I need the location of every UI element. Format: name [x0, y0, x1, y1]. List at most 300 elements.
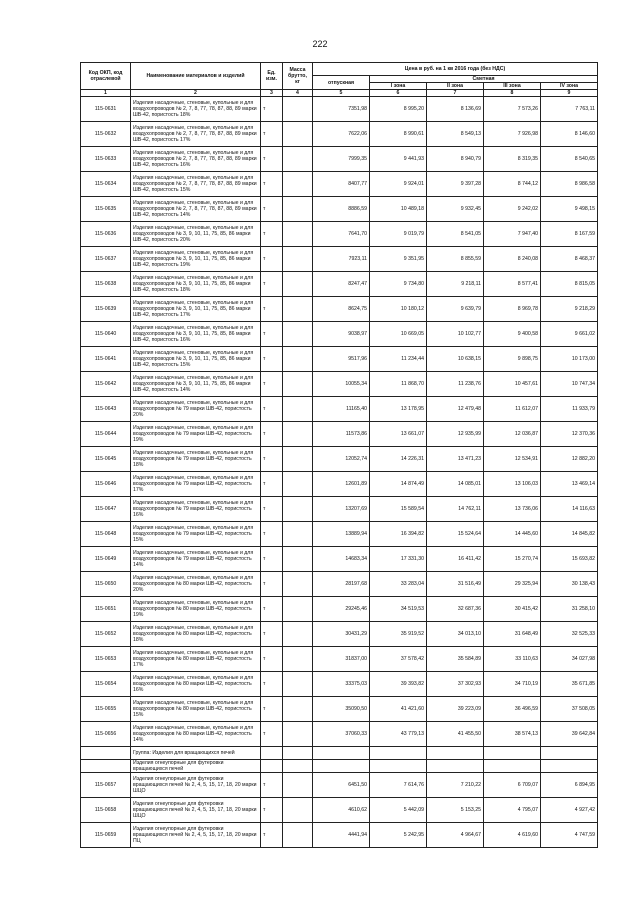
code-cell: 115-0648	[81, 522, 131, 547]
zone-3-price-cell: 31 648,49	[484, 622, 541, 647]
name-cell: Изделия насадочные, стеновые, купольные и для воздухопроводов № 3, 9, 10, 11, 75, 85, 86 марки ШВ-42, пористость 15%	[131, 347, 261, 372]
table-row	[81, 722, 598, 747]
col-number: 2	[131, 90, 261, 97]
unit-cell: т	[261, 122, 283, 147]
zone-4-price-cell: 34 027,98	[541, 647, 598, 672]
code-cell: 115-0636	[81, 222, 131, 247]
zone-3-price-cell: 8 969,78	[484, 297, 541, 322]
zone-1-price-cell: 15 589,54	[370, 497, 427, 522]
name-cell: Изделия насадочные, стеновые, купольные и для воздухопроводов № 3, 9, 10, 11, 75, 85, 86 марки ШВ-42, пористость 18%	[131, 272, 261, 297]
code-cell: 115-0654	[81, 672, 131, 697]
mass-cell	[283, 597, 313, 622]
release-price-cell: 12052,74	[313, 447, 370, 472]
group-row	[81, 747, 598, 760]
unit-cell: т	[261, 722, 283, 747]
col-number: 6	[370, 90, 427, 97]
empty-cell	[283, 747, 313, 760]
zone-1-price-cell: 11 868,70	[370, 372, 427, 397]
header-zone-3: III зона	[484, 83, 541, 90]
header-estimate-price: Сметная	[370, 76, 598, 83]
unit-cell: т	[261, 372, 283, 397]
unit-cell: т	[261, 297, 283, 322]
unit-cell: т	[261, 823, 283, 848]
mass-cell	[283, 297, 313, 322]
table-row	[81, 572, 598, 597]
unit-cell: т	[261, 97, 283, 122]
zone-3-price-cell: 13 106,03	[484, 472, 541, 497]
zone-3-price-cell: 33 110,63	[484, 647, 541, 672]
zone-1-price-cell: 7 614,76	[370, 773, 427, 798]
zone-4-price-cell: 4 927,42	[541, 798, 598, 823]
release-price-cell: 29245,46	[313, 597, 370, 622]
unit-cell: т	[261, 247, 283, 272]
release-price-cell: 35090,50	[313, 697, 370, 722]
zone-2-price-cell: 14 762,11	[427, 497, 484, 522]
code-cell: 115-0650	[81, 572, 131, 597]
name-cell: Изделия огнеупорные для футеровки вращающихся печей № 2, 4, 5, 15, 17, 18, 20 марки ШЦО	[131, 773, 261, 798]
release-price-cell: 8407,77	[313, 172, 370, 197]
zone-4-price-cell: 8 167,59	[541, 222, 598, 247]
zone-3-price-cell: 6 709,07	[484, 773, 541, 798]
unit-cell: т	[261, 597, 283, 622]
zone-2-price-cell: 35 584,89	[427, 647, 484, 672]
release-price-cell: 10055,34	[313, 372, 370, 397]
zone-1-price-cell: 9 441,93	[370, 147, 427, 172]
zone-1-price-cell: 41 421,60	[370, 697, 427, 722]
mass-cell	[283, 572, 313, 597]
zone-2-price-cell: 39 223,09	[427, 697, 484, 722]
zone-2-price-cell: 12 935,99	[427, 422, 484, 447]
zone-3-price-cell: 9 242,02	[484, 197, 541, 222]
unit-cell: т	[261, 522, 283, 547]
zone-4-price-cell: 14 845,82	[541, 522, 598, 547]
mass-cell	[283, 697, 313, 722]
zone-4-price-cell: 8 146,60	[541, 122, 598, 147]
release-price-cell: 4441,94	[313, 823, 370, 848]
zone-3-price-cell: 29 325,94	[484, 572, 541, 597]
unit-cell: т	[261, 172, 283, 197]
release-price-cell: 8886,59	[313, 197, 370, 222]
zone-2-price-cell: 16 411,42	[427, 547, 484, 572]
code-cell: 115-0633	[81, 147, 131, 172]
unit-cell: т	[261, 798, 283, 823]
code-cell: 115-0652	[81, 622, 131, 647]
zone-2-price-cell: 9 932,45	[427, 197, 484, 222]
empty-cell	[261, 747, 283, 760]
release-price-cell: 11165,40	[313, 397, 370, 422]
code-cell: 115-0641	[81, 347, 131, 372]
page-number: 222	[312, 39, 328, 49]
zone-2-price-cell: 9 218,11	[427, 272, 484, 297]
zone-3-price-cell: 34 710,19	[484, 672, 541, 697]
release-price-cell: 8247,47	[313, 272, 370, 297]
code-cell: 115-0651	[81, 597, 131, 622]
name-cell: Изделия насадочные, стеновые, купольные и для воздухопроводов № 2, 7, 8, 77, 78, 87, 88, 89 марки ШВ-42, пористость 18%	[131, 97, 261, 122]
zone-4-price-cell: 11 933,79	[541, 397, 598, 422]
table-row	[81, 472, 598, 497]
zone-3-price-cell: 7 947,40	[484, 222, 541, 247]
table-row	[81, 372, 598, 397]
table-row	[81, 823, 598, 848]
mass-cell	[283, 622, 313, 647]
zone-2-price-cell: 14 085,01	[427, 472, 484, 497]
zone-1-price-cell: 14 874,49	[370, 472, 427, 497]
zone-3-price-cell: 15 270,74	[484, 547, 541, 572]
unit-cell: т	[261, 322, 283, 347]
zone-4-price-cell: 12 882,20	[541, 447, 598, 472]
col-number: 7	[427, 90, 484, 97]
release-price-cell: 4610,62	[313, 798, 370, 823]
name-cell: Изделия насадочные, стеновые, купольные и для воздухопроводов № 79 марки ШВ-42, пористость 17%	[131, 472, 261, 497]
empty-cell	[313, 760, 370, 773]
mass-cell	[283, 97, 313, 122]
zone-1-price-cell: 10 489,18	[370, 197, 427, 222]
zone-1-price-cell: 39 393,82	[370, 672, 427, 697]
release-price-cell: 7351,98	[313, 97, 370, 122]
zone-4-price-cell: 8 986,58	[541, 172, 598, 197]
table-row	[81, 247, 598, 272]
mass-cell	[283, 422, 313, 447]
code-cell: 115-0657	[81, 773, 131, 798]
zone-3-price-cell: 30 415,42	[484, 597, 541, 622]
zone-3-price-cell: 9 898,75	[484, 347, 541, 372]
col-number: 9	[541, 90, 598, 97]
code-cell: 115-0645	[81, 447, 131, 472]
zone-1-price-cell: 13 178,95	[370, 397, 427, 422]
zone-4-price-cell: 15 693,82	[541, 547, 598, 572]
code-cell: 115-0640	[81, 322, 131, 347]
zone-1-price-cell: 35 919,52	[370, 622, 427, 647]
table-row	[81, 397, 598, 422]
unit-cell: т	[261, 547, 283, 572]
release-price-cell: 28197,68	[313, 572, 370, 597]
zone-1-price-cell: 43 779,13	[370, 722, 427, 747]
zone-3-price-cell: 4 619,60	[484, 823, 541, 848]
unit-cell: т	[261, 222, 283, 247]
col-number: 5	[313, 90, 370, 97]
release-price-cell: 30431,29	[313, 622, 370, 647]
header-mass: Масса брутто, кг	[283, 63, 313, 90]
table-row	[81, 597, 598, 622]
zone-1-price-cell: 8 995,20	[370, 97, 427, 122]
release-price-cell: 9038,97	[313, 322, 370, 347]
table-body	[81, 97, 598, 848]
mass-cell	[283, 547, 313, 572]
release-price-cell: 11573,86	[313, 422, 370, 447]
unit-cell: т	[261, 497, 283, 522]
group-title: Группа: Изделия для вращающихся печей	[131, 747, 261, 760]
zone-2-price-cell: 15 524,64	[427, 522, 484, 547]
name-cell: Изделия насадочные, стеновые, купольные и для воздухопроводов № 79 марки ШВ-42, пористость 20%	[131, 397, 261, 422]
code-cell: 115-0647	[81, 497, 131, 522]
empty-cell	[427, 747, 484, 760]
zone-3-price-cell: 7 573,26	[484, 97, 541, 122]
price-table	[80, 62, 598, 848]
code-cell: 115-0649	[81, 547, 131, 572]
zone-2-price-cell: 8 541,05	[427, 222, 484, 247]
table-row	[81, 272, 598, 297]
code-cell: 115-0658	[81, 798, 131, 823]
zone-2-price-cell: 9 639,79	[427, 297, 484, 322]
zone-4-price-cell: 12 370,36	[541, 422, 598, 447]
mass-cell	[283, 122, 313, 147]
name-cell: Изделия насадочные, стеновые, купольные и для воздухопроводов № 79 марки ШВ-42, пористость 18%	[131, 447, 261, 472]
zone-2-price-cell: 8 549,13	[427, 122, 484, 147]
name-cell: Изделия огнеупорные для футеровки вращающихся печей № 2, 4, 5, 15, 17, 18, 20 марки ШЦО	[131, 798, 261, 823]
zone-4-price-cell: 7 763,11	[541, 97, 598, 122]
zone-3-price-cell: 10 457,61	[484, 372, 541, 397]
zone-3-price-cell: 8 577,41	[484, 272, 541, 297]
empty-cell	[283, 760, 313, 773]
table-row	[81, 547, 598, 572]
zone-3-price-cell: 4 795,07	[484, 798, 541, 823]
mass-cell	[283, 372, 313, 397]
zone-1-price-cell: 34 519,53	[370, 597, 427, 622]
code-cell: 115-0653	[81, 647, 131, 672]
zone-2-price-cell: 8 855,59	[427, 247, 484, 272]
zone-2-price-cell: 8 940,79	[427, 147, 484, 172]
zone-2-price-cell: 32 687,36	[427, 597, 484, 622]
release-price-cell: 12601,89	[313, 472, 370, 497]
code-cell: 115-0638	[81, 272, 131, 297]
name-cell: Изделия насадочные, стеновые, купольные и для воздухопроводов № 3, 9, 10, 11, 75, 85, 86 марки ШВ-42, пористость 16%	[131, 322, 261, 347]
code-cell: 115-0642	[81, 372, 131, 397]
table-row	[81, 447, 598, 472]
mass-cell	[283, 147, 313, 172]
empty-cell	[427, 760, 484, 773]
header-zone-4: IV зона	[541, 83, 598, 90]
mass-cell	[283, 247, 313, 272]
zone-2-price-cell: 4 964,67	[427, 823, 484, 848]
name-cell: Изделия насадочные, стеновые, купольные и для воздухопроводов № 2, 7, 8, 77, 78, 87, 88, 89 марки ШВ-42, пористость 17%	[131, 122, 261, 147]
release-price-cell: 7999,35	[313, 147, 370, 172]
table-row	[81, 622, 598, 647]
zone-1-price-cell: 9 924,01	[370, 172, 427, 197]
table-row	[81, 297, 598, 322]
zone-4-price-cell: 30 138,43	[541, 572, 598, 597]
zone-3-price-cell: 8 744,12	[484, 172, 541, 197]
empty-cell	[484, 760, 541, 773]
release-price-cell: 13207,69	[313, 497, 370, 522]
zone-3-price-cell: 9 400,58	[484, 322, 541, 347]
mass-cell	[283, 773, 313, 798]
zone-1-price-cell: 11 234,44	[370, 347, 427, 372]
col-number: 4	[283, 90, 313, 97]
table-row	[81, 222, 598, 247]
release-price-cell: 9517,96	[313, 347, 370, 372]
zone-4-price-cell: 8 468,37	[541, 247, 598, 272]
release-price-cell: 31837,00	[313, 647, 370, 672]
name-cell: Изделия насадочные, стеновые, купольные и для воздухопроводов № 79 марки ШВ-42, пористость 19%	[131, 422, 261, 447]
name-cell: Изделия огнеупорные для футеровки вращающихся печей № 2, 4, 5, 15, 17, 18, 20 марки ПЦ	[131, 823, 261, 848]
mass-cell	[283, 322, 313, 347]
code-cell: 115-0637	[81, 247, 131, 272]
code-cell	[81, 747, 131, 760]
table-row	[81, 798, 598, 823]
header-zone-2: II зона	[427, 83, 484, 90]
table-row	[81, 697, 598, 722]
zone-4-price-cell: 14 116,63	[541, 497, 598, 522]
code-cell: 115-0634	[81, 172, 131, 197]
zone-2-price-cell: 34 013,10	[427, 622, 484, 647]
release-price-cell: 6451,50	[313, 773, 370, 798]
unit-cell: т	[261, 672, 283, 697]
table-row	[81, 172, 598, 197]
unit-cell: т	[261, 572, 283, 597]
zone-4-price-cell: 10 173,00	[541, 347, 598, 372]
zone-3-price-cell: 38 574,13	[484, 722, 541, 747]
zone-2-price-cell: 7 210,22	[427, 773, 484, 798]
name-cell: Изделия насадочные, стеновые, купольные и для воздухопроводов № 80 марки ШВ-42, пористость 14%	[131, 722, 261, 747]
empty-cell	[484, 747, 541, 760]
header-price-title: Цена в руб. на 1 кв 2016 года (без НДС)	[313, 63, 598, 76]
release-price-cell: 14683,34	[313, 547, 370, 572]
table-row	[81, 497, 598, 522]
empty-cell	[261, 760, 283, 773]
mass-cell	[283, 823, 313, 848]
zone-1-price-cell: 14 226,31	[370, 447, 427, 472]
zone-4-price-cell: 6 894,95	[541, 773, 598, 798]
mass-cell	[283, 647, 313, 672]
zone-1-price-cell: 10 669,05	[370, 322, 427, 347]
release-price-cell: 7622,06	[313, 122, 370, 147]
mass-cell	[283, 722, 313, 747]
zone-4-price-cell: 4 747,59	[541, 823, 598, 848]
mass-cell	[283, 497, 313, 522]
zone-1-price-cell: 8 990,61	[370, 122, 427, 147]
code-cell: 115-0655	[81, 697, 131, 722]
table-row	[81, 147, 598, 172]
zone-3-price-cell: 36 496,59	[484, 697, 541, 722]
name-cell: Изделия насадочные, стеновые, купольные и для воздухопроводов № 79 марки ШВ-42, пористость 15%	[131, 522, 261, 547]
code-cell: 115-0639	[81, 297, 131, 322]
zone-2-price-cell: 11 238,76	[427, 372, 484, 397]
table-row	[81, 197, 598, 222]
zone-2-price-cell: 31 516,49	[427, 572, 484, 597]
unit-cell: т	[261, 472, 283, 497]
table-row	[81, 422, 598, 447]
zone-4-price-cell: 32 525,33	[541, 622, 598, 647]
unit-cell: т	[261, 197, 283, 222]
zone-1-price-cell: 9 019,79	[370, 222, 427, 247]
name-cell: Изделия насадочные, стеновые, купольные и для воздухопроводов № 3, 9, 10, 11, 75, 85, 86 марки ШВ-42, пористость 17%	[131, 297, 261, 322]
code-cell: 115-0644	[81, 422, 131, 447]
zone-3-price-cell: 8 319,35	[484, 147, 541, 172]
zone-4-price-cell: 9 661,02	[541, 322, 598, 347]
release-price-cell: 8624,75	[313, 297, 370, 322]
header-name: Наименование материалов и изделий	[131, 63, 261, 90]
name-cell: Изделия насадочные, стеновые, купольные и для воздухопроводов № 80 марки ШВ-42, пористость 18%	[131, 622, 261, 647]
code-cell: 115-0659	[81, 823, 131, 848]
header-unit: Ед. изм.	[261, 63, 283, 90]
mass-cell	[283, 347, 313, 372]
empty-cell	[313, 747, 370, 760]
name-cell: Изделия насадочные, стеновые, купольные и для воздухопроводов № 2, 7, 8, 77, 78, 87, 88, 89 марки ШВ-42, пористость 14%	[131, 197, 261, 222]
mass-cell	[283, 522, 313, 547]
table-row	[81, 773, 598, 798]
zone-4-price-cell: 13 469,14	[541, 472, 598, 497]
zone-4-price-cell: 39 642,84	[541, 722, 598, 747]
zone-2-price-cell: 37 302,93	[427, 672, 484, 697]
zone-4-price-cell: 9 498,15	[541, 197, 598, 222]
unit-cell: т	[261, 422, 283, 447]
zone-2-price-cell: 13 471,23	[427, 447, 484, 472]
zone-3-price-cell: 12 534,91	[484, 447, 541, 472]
table-row	[81, 347, 598, 372]
zone-2-price-cell: 10 102,77	[427, 322, 484, 347]
zone-3-price-cell: 13 736,06	[484, 497, 541, 522]
empty-cell	[370, 760, 427, 773]
code-cell: 115-0631	[81, 97, 131, 122]
header-code: Код ОКП, код отраслевой	[81, 63, 131, 90]
zone-4-price-cell: 37 508,05	[541, 697, 598, 722]
zone-1-price-cell: 5 242,95	[370, 823, 427, 848]
header-zone-1: I зона	[370, 83, 427, 90]
mass-cell	[283, 222, 313, 247]
group-row	[81, 760, 598, 773]
zone-2-price-cell: 12 479,48	[427, 397, 484, 422]
name-cell: Изделия насадочные, стеновые, купольные и для воздухопроводов № 3, 9, 10, 11, 75, 85, 86 марки ШВ-42, пористость 20%	[131, 222, 261, 247]
table-row	[81, 522, 598, 547]
name-cell: Изделия насадочные, стеновые, купольные и для воздухопроводов № 80 марки ШВ-42, пористость 17%	[131, 647, 261, 672]
release-price-cell: 7641,70	[313, 222, 370, 247]
table-row	[81, 672, 598, 697]
zone-1-price-cell: 37 578,42	[370, 647, 427, 672]
unit-cell: т	[261, 347, 283, 372]
zone-4-price-cell: 8 540,65	[541, 147, 598, 172]
name-cell: Изделия насадочные, стеновые, купольные и для воздухопроводов № 79 марки ШВ-42, пористость 14%	[131, 547, 261, 572]
unit-cell: т	[261, 272, 283, 297]
zone-1-price-cell: 13 661,07	[370, 422, 427, 447]
unit-cell: т	[261, 447, 283, 472]
table-header	[81, 63, 598, 97]
mass-cell	[283, 672, 313, 697]
zone-4-price-cell: 35 671,85	[541, 672, 598, 697]
table-row	[81, 97, 598, 122]
col-number: 8	[484, 90, 541, 97]
col-number: 3	[261, 90, 283, 97]
name-cell: Изделия насадочные, стеновые, купольные и для воздухопроводов № 2, 7, 8, 77, 78, 87, 88, 89 марки ШВ-42, пористость 15%	[131, 172, 261, 197]
mass-cell	[283, 447, 313, 472]
mass-cell	[283, 272, 313, 297]
release-price-cell: 33375,03	[313, 672, 370, 697]
mass-cell	[283, 798, 313, 823]
col-number: 1	[81, 90, 131, 97]
unit-cell: т	[261, 647, 283, 672]
mass-cell	[283, 397, 313, 422]
mass-cell	[283, 197, 313, 222]
empty-cell	[541, 760, 598, 773]
zone-3-price-cell: 12 036,87	[484, 422, 541, 447]
name-cell: Изделия насадочные, стеновые, купольные и для воздухопроводов № 80 марки ШВ-42, пористость 20%	[131, 572, 261, 597]
code-cell: 115-0646	[81, 472, 131, 497]
unit-cell: т	[261, 773, 283, 798]
zone-2-price-cell: 41 455,50	[427, 722, 484, 747]
zone-3-price-cell: 7 926,98	[484, 122, 541, 147]
zone-3-price-cell: 8 240,08	[484, 247, 541, 272]
name-cell: Изделия насадочные, стеновые, купольные и для воздухопроводов № 80 марки ШВ-42, пористость 19%	[131, 597, 261, 622]
unit-cell: т	[261, 622, 283, 647]
name-cell: Изделия насадочные, стеновые, купольные и для воздухопроводов № 2, 7, 8, 77, 78, 87, 88, 89 марки ШВ-42, пористость 16%	[131, 147, 261, 172]
zone-1-price-cell: 9 351,95	[370, 247, 427, 272]
zone-4-price-cell: 31 258,10	[541, 597, 598, 622]
code-cell: 115-0643	[81, 397, 131, 422]
zone-2-price-cell: 9 397,28	[427, 172, 484, 197]
table-row	[81, 322, 598, 347]
header-release-price: отпускная	[313, 76, 370, 90]
zone-1-price-cell: 10 180,12	[370, 297, 427, 322]
zone-4-price-cell: 9 218,29	[541, 297, 598, 322]
